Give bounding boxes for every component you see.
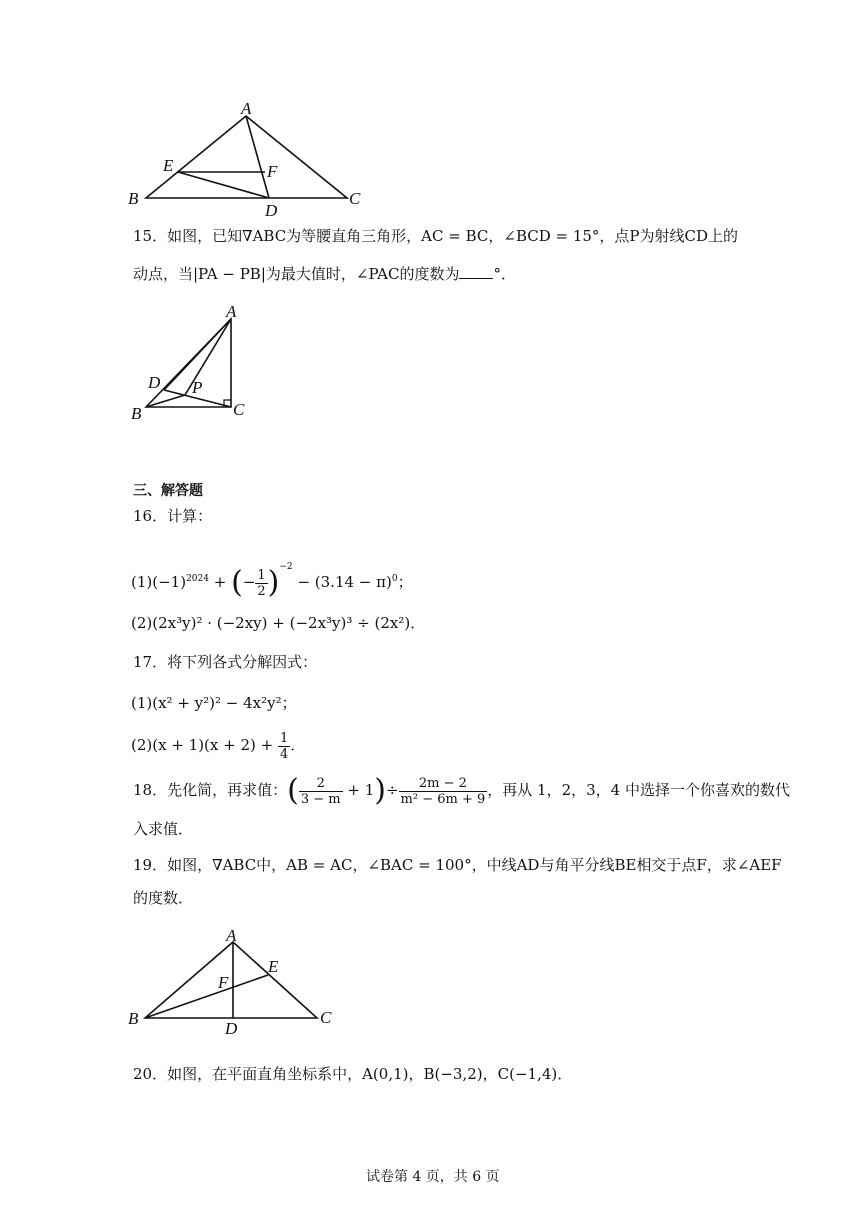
fraction-denominator: m² − 6m + 9 <box>400 791 486 807</box>
question-17-part1 <box>131 693 297 713</box>
paren-close: ) <box>374 773 386 808</box>
question-17-part2 <box>131 728 305 762</box>
question-text: ，再从 1，2，3，4 中选择一个你喜欢的数代 <box>487 781 790 799</box>
question-number: 18． <box>133 781 168 799</box>
paren-open: ( <box>287 773 299 808</box>
expr-a: (−1) <box>152 573 187 591</box>
fraction-denominator: 2 <box>257 583 266 599</box>
label-a: A <box>241 100 252 118</box>
fraction-numerator: 1 <box>279 730 289 746</box>
label-a: A <box>226 302 237 321</box>
fraction <box>255 568 267 599</box>
question-15-line2 <box>133 264 516 284</box>
question-text-end: °． <box>493 265 516 283</box>
expr-c: − (3.14 − π) <box>292 573 392 591</box>
paren-close: ) <box>267 565 280 600</box>
label-d: D <box>225 1019 238 1038</box>
bisector-be <box>145 975 268 1018</box>
part-label: (1) <box>131 694 153 712</box>
exponent: −2 <box>279 562 293 572</box>
triangle-abc <box>145 942 317 1018</box>
fraction <box>278 731 290 762</box>
label-e: E <box>163 156 174 175</box>
question-text: 的度数． <box>133 889 194 907</box>
question-text: 如图，∇ABC中，AB = AC，∠BAC = 100°，中线AD与角平分线BE相交于点F，求∠AEF <box>167 856 782 874</box>
label-b: B <box>128 1009 139 1028</box>
question-number: 19． <box>133 856 168 874</box>
fraction-numerator: 2 <box>299 776 343 792</box>
segment-ad <box>246 116 269 198</box>
question-number: 20． <box>133 1065 168 1083</box>
figure-triangle-abc-ef <box>125 100 375 220</box>
question-19-line1 <box>133 855 782 875</box>
label-p: P <box>192 378 203 397</box>
fraction-denominator: 4 <box>279 746 289 762</box>
label-a: A <box>226 926 237 945</box>
segment-ed <box>178 172 269 198</box>
label-f: F <box>267 162 278 181</box>
fraction-denominator: 3 − m <box>300 791 341 807</box>
expression: (x + 1)(x + 2) + <box>152 736 278 754</box>
exponent: 2024 <box>186 574 209 584</box>
part-label: (2) <box>131 614 153 632</box>
question-text: 先化简，再求值： <box>167 781 288 799</box>
question-18-line2 <box>133 819 193 839</box>
page-footer: 试卷第 4 页，共 6 页 <box>366 1169 500 1185</box>
question-text: 如图，已知∇ABC为等腰直角三角形，AC = BC，∠BCD = 15°，点P为射线CD上的 <box>167 227 739 245</box>
question-20 <box>133 1064 572 1084</box>
label-c: C <box>320 1008 332 1027</box>
question-number: 15． <box>133 227 168 245</box>
label-c: C <box>233 400 245 419</box>
question-text: 入求值． <box>133 820 194 838</box>
question-text: 将下列各式分解因式： <box>167 653 318 671</box>
expr-end: ； <box>397 573 413 591</box>
part-label: (1) <box>131 573 153 591</box>
question-17-stem <box>133 652 317 672</box>
figure-isosceles-triangle-abc <box>125 926 345 1038</box>
label-d: D <box>265 201 278 220</box>
label-b: B <box>131 404 142 423</box>
label-e: E <box>268 957 279 976</box>
section-heading: 三、解答题 <box>133 483 203 499</box>
question-text: 计算： <box>167 507 213 525</box>
expr-plus: + <box>208 573 232 591</box>
exponent: 0 <box>391 574 398 584</box>
label-f: F <box>218 973 229 992</box>
fraction-numerator: 2m − 2 <box>399 776 488 792</box>
paren-open: ( <box>231 565 243 600</box>
question-16-part1: $(1)(-1)^{2024}$ + (− $\frac{1}{2}$ )$^{-2} - (3.14 - \pi)^0$； <box>131 562 413 600</box>
question-16-stem <box>133 506 212 526</box>
label-c: C <box>349 189 361 208</box>
part-label: (2) <box>131 736 153 754</box>
question-16-part2 <box>131 613 425 633</box>
question-text: 动点，当|PA − PB|为最大值时，∠PAC的度数为 <box>133 265 460 283</box>
question-text: 如图，在平面直角坐标系中，A(0,1)，B(−3,2)，C(−1,4)． <box>167 1065 573 1083</box>
expression: (x² + y²)² − 4x²y²； <box>152 694 297 712</box>
question-number: 17． <box>133 653 168 671</box>
expression: + 1 <box>342 781 375 799</box>
label-b: B <box>128 189 139 208</box>
fraction <box>299 776 343 807</box>
expression: (2x³y)² · (−2xy) + (−2x³y)³ ÷ (2x²)． <box>152 614 426 632</box>
triangle-abc <box>146 116 347 198</box>
figure-right-triangle-abc-p <box>128 302 258 424</box>
label-d: D <box>148 373 161 392</box>
fraction-numerator: 1 <box>257 567 266 583</box>
question-15-line1 <box>133 226 738 246</box>
question-18-line1 <box>133 772 790 808</box>
divide-sign: ÷ <box>385 781 399 799</box>
question-number: 16． <box>133 507 168 525</box>
question-19-line2 <box>133 888 193 908</box>
answer-blank[interactable] <box>459 264 493 279</box>
fraction <box>399 776 488 807</box>
expression-end: ． <box>290 736 306 754</box>
